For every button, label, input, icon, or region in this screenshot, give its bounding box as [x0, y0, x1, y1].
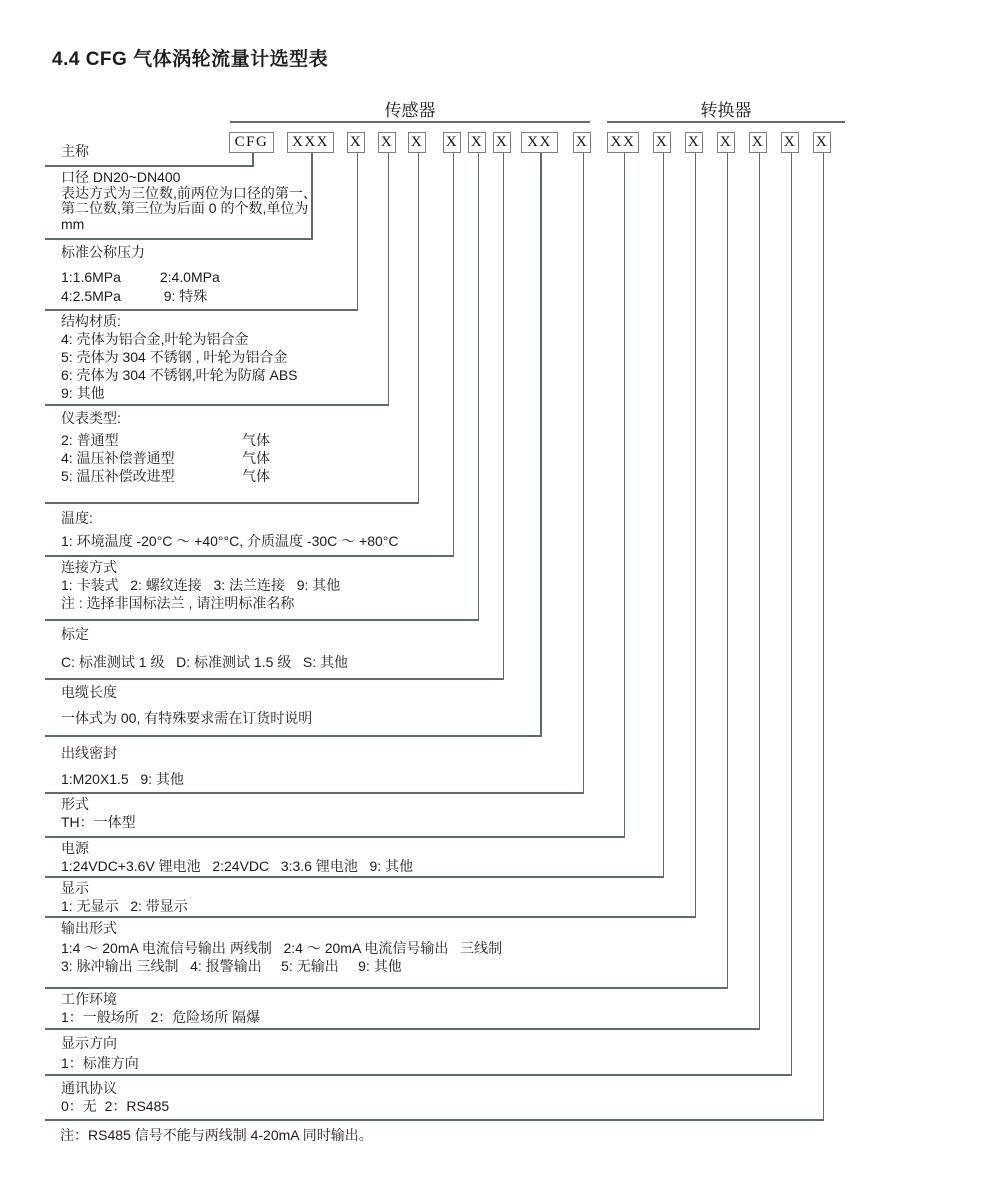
section-calibration — [61, 625, 348, 671]
connector-vline-output-form — [727, 153, 729, 989]
connector-vline-instrument-type — [418, 153, 420, 504]
section-label-diameter: 口径 DN20~DN400 — [61, 169, 181, 185]
section-label-protocol: 通讯协议 — [61, 1080, 117, 1096]
code-box-prefix: CFG — [229, 132, 274, 153]
section-structure-material — [61, 312, 298, 402]
section-row: 9: 其他 — [61, 385, 105, 401]
section-line-temperature — [45, 555, 454, 557]
section-connection — [61, 558, 340, 612]
section-label-power: 电源 — [61, 840, 89, 856]
section-display — [61, 879, 188, 915]
section-line-diameter — [45, 238, 313, 240]
section-label-nominal-pressure: 标准公称压力 — [61, 244, 145, 260]
section-line-cable-length — [45, 735, 542, 737]
section-line-outlet-seal — [45, 792, 584, 794]
option-text: 5: 温压补偿改进型 — [61, 468, 175, 484]
section-line-calibration — [45, 678, 504, 680]
code-box-calibration: X — [493, 132, 511, 153]
footer-note: 注：RS485 信号不能与两线制 4-20mA 同时输出。 — [60, 1127, 373, 1143]
section-label-outlet-seal: 出线密封 — [61, 745, 117, 761]
section-row: 6: 壳体为 304 不锈钢,叶轮为防腐 ABS — [61, 367, 298, 383]
section-form — [61, 795, 136, 831]
section-row: 注 : 选择非国标法兰 , 请注明标准名称 — [61, 595, 295, 611]
section-row: 5: 壳体为 304 不锈钢 , 叶轮为铝合金 — [61, 349, 288, 365]
section-label-temperature: 温度: — [61, 510, 93, 526]
section-line-form — [45, 836, 625, 838]
section-row: 一体式为 00, 有特殊要求需在订货时说明 — [61, 710, 313, 726]
connector-vline-structure-material — [388, 153, 390, 406]
section-cable-length — [61, 683, 312, 727]
connector-vline-calibration — [503, 153, 505, 680]
section-row: 1: 环境温度 -20°C ～ +40°°C, 介质温度 -30C ～ +80°C — [61, 533, 399, 549]
section-row: 4:2.5MPa 9: 特殊 — [61, 288, 208, 304]
section-label-working-env: 工作环境 — [61, 991, 117, 1007]
code-box-protocol: X — [813, 132, 831, 153]
code-box-output-form: X — [717, 132, 735, 153]
section-row: 1:24VDC+3.6V 锂电池 2:24VDC 3:3.6 锂电池 9: 其他 — [61, 858, 414, 874]
code-box-diameter: XXX — [287, 132, 334, 153]
connector-vline-cable-length — [540, 153, 542, 737]
section-row: TH：一体型 — [61, 814, 136, 830]
converter-group-underline — [607, 121, 845, 123]
section-row: C: 标准测试 1 级 D: 标准测试 1.5 级 S: 其他 — [61, 654, 349, 670]
section-row: 1：一般场所 2：危险场所 隔爆 — [61, 1009, 261, 1025]
section-row: 3: 脉冲输出 三线制 4: 报警输出 5: 无输出 9: 其他 — [61, 958, 402, 974]
section-row — [61, 431, 270, 449]
code-box-structure-material: X — [378, 132, 396, 153]
code-box-power: X — [653, 132, 671, 153]
option-text: 4: 温压补偿普通型 — [61, 450, 175, 466]
connector-vline-display-direction — [791, 153, 793, 1076]
code-box-nominal-pressure: X — [347, 132, 365, 153]
code-box-display-direction: X — [781, 132, 799, 153]
section-row — [61, 449, 270, 467]
section-label-cable-length: 电缆长度 — [61, 684, 117, 700]
section-row: 1: 卡装式 2: 螺纹连接 3: 法兰连接 9: 其他 — [61, 577, 341, 593]
section-line-display-direction — [45, 1074, 792, 1076]
sensor-group-header: 传感器 — [384, 101, 436, 120]
section-label-display: 显示 — [61, 880, 89, 896]
section-protocol — [61, 1079, 169, 1115]
section-label-instrument-type: 仪表类型: — [61, 410, 121, 426]
converter-group-header: 转换器 — [700, 101, 752, 120]
page-title: 4.4 CFG 气体涡轮流量计选型表 — [52, 49, 329, 70]
section-line-structure-material — [45, 404, 389, 406]
option-medium: 气体 — [242, 432, 270, 448]
code-box-display: X — [685, 132, 703, 153]
connector-vline-display — [695, 153, 697, 918]
section-row: 1:M20X1.5 9: 其他 — [61, 771, 184, 787]
section-line-nominal-pressure — [45, 309, 358, 311]
section-temperature — [61, 509, 398, 550]
section-line-protocol — [45, 1119, 824, 1121]
section-line-display — [45, 916, 696, 918]
connector-vline-form — [624, 153, 626, 838]
section-row: 表达方式为三位数,前两位为口径的第一、 — [61, 184, 317, 201]
section-power — [61, 839, 413, 875]
section-label-output-form: 输出形式 — [61, 920, 117, 936]
section-row: 4: 壳体为铝合金,叶轮为铝合金 — [61, 331, 249, 347]
section-label-connection: 连接方式 — [61, 559, 117, 575]
section-label-calibration: 标定 — [61, 626, 89, 642]
code-box-cable-length: XX — [521, 132, 558, 153]
code-box-working-env: X — [749, 132, 767, 153]
connector-vline-temperature — [453, 153, 455, 557]
connector-vline-connection — [478, 153, 480, 621]
section-row: 1:1.6MPa 2:4.0MPa — [61, 269, 220, 285]
option-medium: 气体 — [242, 468, 270, 484]
section-working-env — [61, 990, 260, 1026]
section-outlet-seal — [61, 744, 184, 788]
section-diameter — [61, 170, 317, 232]
section-output-form — [61, 919, 502, 975]
section-line-power — [45, 876, 664, 878]
code-box-form: XX — [607, 132, 639, 153]
code-box-instrument-type: X — [408, 132, 426, 153]
section-row: 1: 无显示 2: 带显示 — [61, 898, 188, 914]
section-line-connection — [45, 619, 479, 621]
connector-vline-power — [663, 153, 665, 878]
option-medium: 气体 — [242, 450, 270, 466]
code-box-temperature: X — [443, 132, 461, 153]
section-row: mm — [61, 215, 85, 232]
section-display-direction — [61, 1034, 139, 1072]
section-label-display-direction: 显示方向 — [61, 1035, 117, 1051]
section-label-structure-material: 结构材质: — [61, 313, 121, 329]
connector-vline-working-env — [759, 153, 761, 1030]
section-line-working-env — [45, 1028, 760, 1030]
section-row: 1:4 ～ 20mA 电流信号输出 两线制 2:4 ～ 20mA 电流信号输出 三线制 — [61, 940, 503, 956]
section-label-main-name: 主称 — [61, 143, 89, 159]
connector-vline-protocol — [823, 153, 825, 1121]
section-row: 1：标准方向 — [61, 1055, 139, 1071]
section-instrument-type — [61, 409, 270, 485]
section-line-prefix — [45, 165, 254, 167]
section-row: 0：无 2：RS485 — [61, 1098, 170, 1114]
connector-vline-nominal-pressure — [357, 153, 359, 311]
section-nominal-pressure — [61, 243, 220, 306]
code-box-connection: X — [468, 132, 486, 153]
code-box-outlet-seal: X — [573, 132, 591, 153]
sensor-group-underline — [230, 121, 590, 123]
section-main-name — [61, 142, 89, 160]
section-line-instrument-type — [45, 502, 419, 504]
section-label-form: 形式 — [61, 796, 89, 812]
section-row: 第二位数,第三位为后面 0 的个数,单位为 — [61, 200, 309, 216]
option-text: 2: 普通型 — [61, 432, 119, 448]
section-row — [61, 467, 270, 485]
section-line-output-form — [45, 987, 728, 989]
connector-vline-outlet-seal — [583, 153, 585, 794]
